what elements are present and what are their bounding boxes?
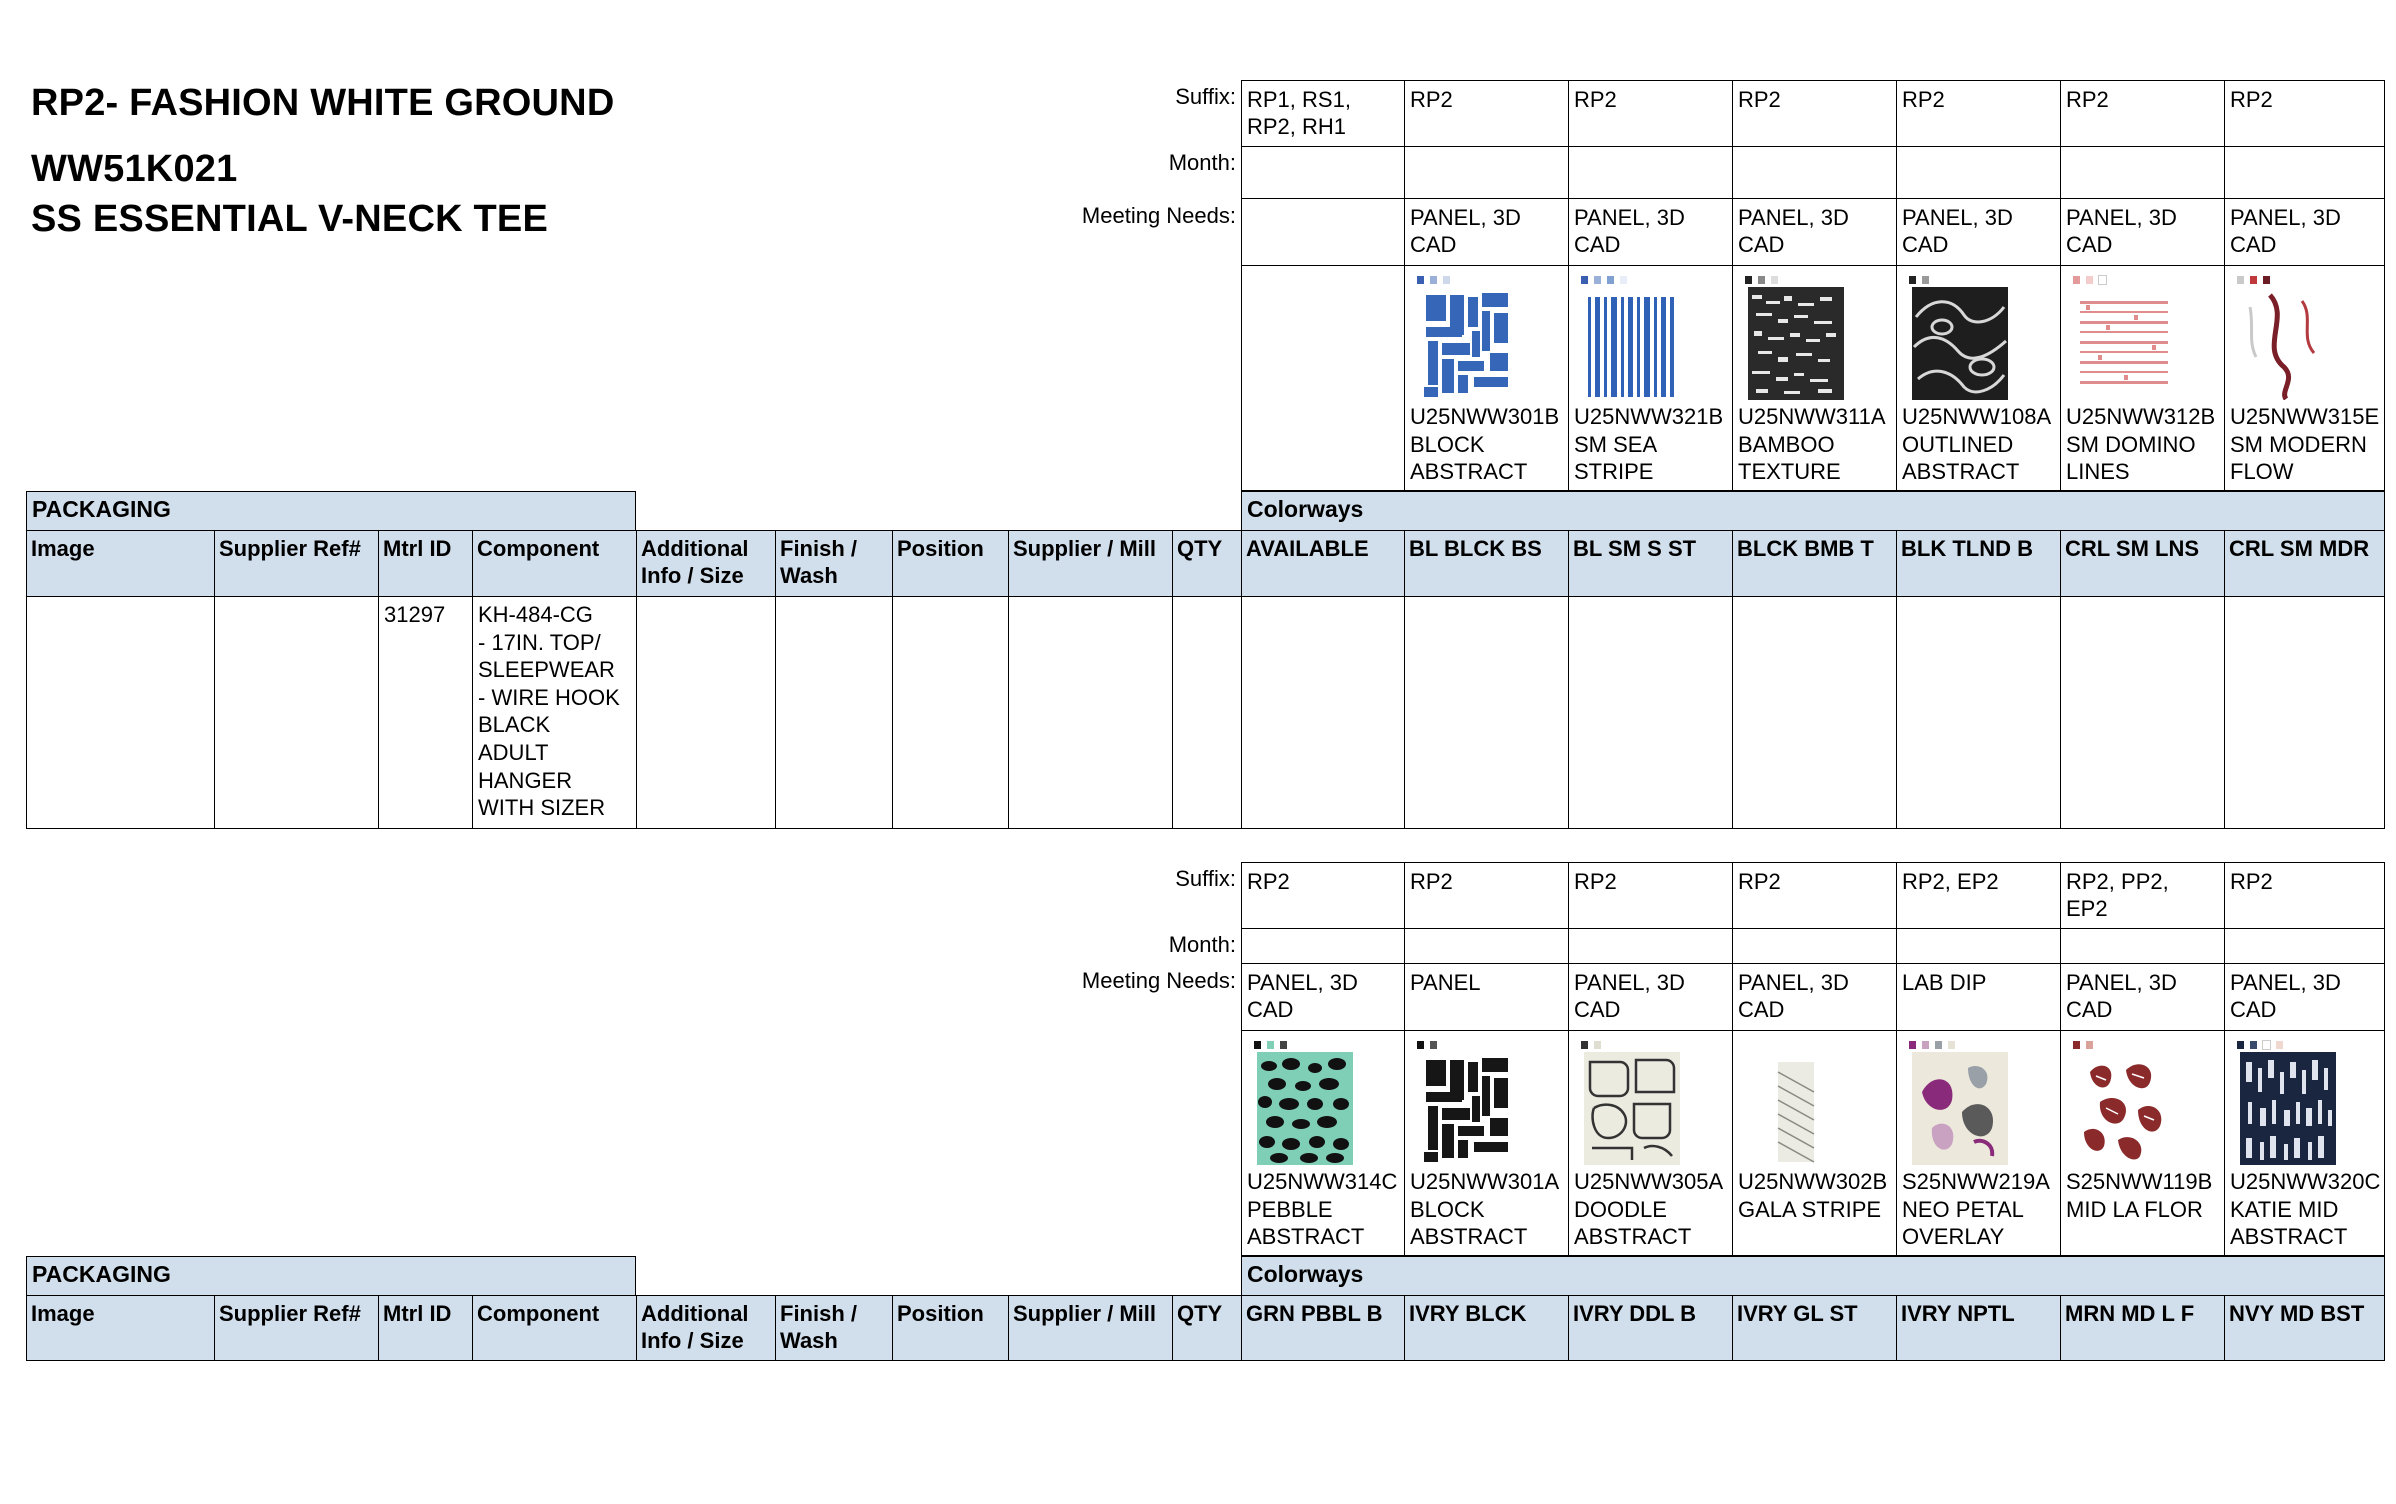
color-chip (1948, 1041, 1955, 1049)
meeting-needs-cell: PANEL, 3D CAD (1732, 963, 1897, 1031)
pattern-cell (1241, 265, 1405, 491)
color-chip (1922, 1041, 1929, 1049)
meeting-needs-cell: PANEL, 3D CAD (1404, 198, 1569, 266)
bamboo-texture-swatch-icon (1748, 287, 1844, 400)
colorway-header: MRN MD L F (2060, 1295, 2225, 1361)
pattern-name: U25NWW108A OUTLINED ABSTRACT (1902, 404, 2052, 484)
pattern-cell (2060, 1030, 2225, 1256)
month-cell (1732, 928, 1897, 964)
color-chip (1607, 276, 1614, 284)
colorway-header: CRL SM MDR (2224, 530, 2385, 597)
pattern-name: U25NWW314C PEBBLE ABSTRACT (1247, 1169, 1398, 1249)
la-flor-swatch-icon (2076, 1052, 2172, 1165)
month-cell (1732, 146, 1897, 199)
block-abstract-black-swatch-icon (1420, 1052, 1516, 1165)
cell-supplier-ref (214, 596, 379, 829)
color-chip (1771, 276, 1778, 284)
colorway-header: GRN PBBL B (1241, 1295, 1405, 1361)
color-chip (2086, 1041, 2093, 1049)
column-header-image: Image (26, 1295, 215, 1361)
meeting-needs-cell: PANEL, 3D CAD (2060, 198, 2225, 266)
month-cell (2060, 146, 2225, 199)
column-header-additional-info: Additional Info / Size (636, 530, 776, 597)
colorway-header: IVRY BLCK (1404, 1295, 1569, 1361)
color-chip (2250, 276, 2257, 284)
color-chip (1280, 1041, 1287, 1049)
page-title: RP2- FASHION WHITE GROUND (31, 82, 615, 124)
month-cell (1241, 146, 1405, 199)
pattern-cell (1896, 265, 2061, 491)
pattern-name: U25NWW311A BAMBOO TEXTURE (1738, 404, 1886, 484)
suffix-cell: RP2 (1404, 80, 1569, 147)
cell-colorway (1732, 596, 1897, 829)
color-chip (1417, 1041, 1424, 1049)
color-chip (2263, 1041, 2270, 1049)
month-cell (1896, 146, 2061, 199)
color-chip (2099, 276, 2106, 284)
color-chip (1430, 1041, 1437, 1049)
month-cell (1568, 928, 1733, 964)
color-chip (2250, 1041, 2257, 1049)
packaging-section-title: PACKAGING (26, 1256, 636, 1296)
meeting-needs-cell: PANEL, 3D CAD (1896, 198, 2061, 266)
colorway-header: BLK TLND B (1896, 530, 2061, 597)
column-header-finish-wash: Finish / Wash (775, 1295, 893, 1361)
month-cell (2224, 928, 2385, 964)
meeting-needs-cell: PANEL (1404, 963, 1569, 1031)
column-header-supplier-mill: Supplier / Mill (1008, 1295, 1173, 1361)
color-chip (1267, 1041, 1274, 1049)
suffix-cell: RP2 (1404, 862, 1569, 929)
cell-finish-wash (775, 596, 893, 829)
pattern-cell (2060, 265, 2225, 491)
pattern-name: S25NWW119B MID LA FLOR (2066, 1169, 2213, 1222)
style-description: SS ESSENTIAL V-NECK TEE (31, 198, 549, 240)
color-chip (1745, 276, 1752, 284)
color-chip (1417, 276, 1424, 284)
pattern-cell (1404, 1030, 1569, 1256)
pattern-name: U25NWW320C KATIE MID ABSTRACT (2230, 1169, 2381, 1249)
column-header-component: Component (472, 530, 637, 597)
pebble-abstract-swatch-icon (1257, 1052, 1353, 1165)
suffix-cell: RP2 (2060, 80, 2225, 147)
column-header-mtrl-id: Mtrl ID (378, 1295, 473, 1361)
month-cell (2060, 928, 2225, 964)
pattern-cell (1241, 1030, 1405, 1256)
meeting-needs-cell: PANEL, 3D CAD (1732, 198, 1897, 266)
month-cell (1568, 146, 1733, 199)
pattern-name: S25NWW219A NEO PETAL OVERLAY (1902, 1169, 2050, 1249)
pattern-cell (1568, 1030, 1733, 1256)
cell-mtrl-id: 31297 (378, 596, 473, 829)
cell-colorway (1241, 596, 1405, 829)
colorway-header: CRL SM LNS (2060, 530, 2225, 597)
colorway-header: NVY MD BST (2224, 1295, 2385, 1361)
pattern-name: U25NWW301B BLOCK ABSTRACT (1410, 404, 1560, 484)
modern-flow-swatch-icon (2240, 287, 2336, 400)
neo-petal-swatch-icon (1912, 1052, 2008, 1165)
column-header-qty: QTY (1172, 1295, 1242, 1361)
pattern-name: U25NWW302B GALA STRIPE (1738, 1169, 1888, 1222)
color-chip (1594, 1041, 1601, 1049)
column-header-qty: QTY (1172, 530, 1242, 597)
suffix-label: Suffix: (1175, 84, 1236, 109)
color-chip (2073, 276, 2080, 284)
color-chip (1922, 276, 1929, 284)
colorway-header: IVRY GL ST (1732, 1295, 1897, 1361)
column-header-mtrl-id: Mtrl ID (378, 530, 473, 597)
gala-stripe-swatch-icon (1748, 1052, 1844, 1165)
column-header-supplier-mill: Supplier / Mill (1008, 530, 1173, 597)
pattern-name: U25NWW321B SM SEA STRIPE (1574, 404, 1724, 484)
pattern-name: U25NWW305A DOODLE ABSTRACT (1574, 1169, 1724, 1249)
block-abstract-blue-swatch-icon (1420, 287, 1516, 400)
cell-image (26, 596, 215, 829)
colorway-header: BL BLCK BS (1404, 530, 1569, 597)
colorway-header: IVRY NPTL (1896, 1295, 2061, 1361)
column-header-additional-info: Additional Info / Size (636, 1295, 776, 1361)
column-header-supplier-ref: Supplier Ref# (214, 530, 379, 597)
cell-qty (1172, 596, 1242, 829)
suffix-cell: RP2, PP2, EP2 (2060, 862, 2225, 929)
month-label: Month: (1168, 932, 1236, 957)
meeting-needs-cell: LAB DIP (1896, 963, 2061, 1031)
color-chip (2263, 276, 2270, 284)
pattern-cell (1568, 265, 1733, 491)
pattern-cell (2224, 1030, 2385, 1256)
meeting-needs-label: Meeting Needs: (1081, 968, 1236, 993)
cell-additional-info (636, 596, 776, 829)
color-chip (1909, 1041, 1916, 1049)
month-cell (1404, 928, 1569, 964)
month-cell (1404, 146, 1569, 199)
packaging-section-title: PACKAGING (26, 491, 636, 531)
style-number: WW51K021 (31, 148, 238, 190)
suffix-label: Suffix: (1175, 866, 1236, 891)
month-cell (2224, 146, 2385, 199)
cell-colorway (2060, 596, 2225, 829)
cell-position (892, 596, 1009, 829)
cell-colorway (1568, 596, 1733, 829)
color-chip (2237, 276, 2244, 284)
meeting-needs-cell (1241, 198, 1405, 266)
pattern-cell (1732, 1030, 1897, 1256)
suffix-cell: RP2, EP2 (1896, 862, 2061, 929)
color-chip (1594, 276, 1601, 284)
month-label: Month: (1168, 150, 1236, 175)
suffix-cell: RP1, RS1, RP2, RH1 (1241, 80, 1405, 147)
column-header-position: Position (892, 1295, 1009, 1361)
sea-stripe-swatch-icon (1584, 287, 1680, 400)
color-chip (1254, 1041, 1261, 1049)
suffix-cell: RP2 (1241, 862, 1405, 929)
colorway-header: AVAILABLE (1241, 530, 1405, 597)
column-header-position: Position (892, 530, 1009, 597)
pattern-name: U25NWW315E SM MODERN FLOW (2230, 404, 2380, 484)
colorways-section-title: Colorways (1241, 1256, 2385, 1296)
colorway-header: BL SM S ST (1568, 530, 1733, 597)
meeting-needs-cell: PANEL, 3D CAD (2060, 963, 2225, 1031)
suffix-cell: RP2 (1732, 80, 1897, 147)
month-cell (1241, 928, 1405, 964)
meeting-needs-cell: PANEL, 3D CAD (2224, 963, 2385, 1031)
cell-colorway (2224, 596, 2385, 829)
pattern-cell (1896, 1030, 2061, 1256)
color-chip (1430, 276, 1437, 284)
pattern-name: U25NWW301A BLOCK ABSTRACT (1410, 1169, 1560, 1249)
pattern-cell (1404, 265, 1569, 491)
colorway-header: IVRY DDL B (1568, 1295, 1733, 1361)
pattern-name: U25NWW312B SM DOMINO LINES (2066, 404, 2216, 484)
suffix-cell: RP2 (1568, 862, 1733, 929)
meeting-needs-cell: PANEL, 3D CAD (1568, 963, 1733, 1031)
katie-abstract-swatch-icon (2240, 1052, 2336, 1165)
outlined-abstract-swatch-icon (1912, 287, 2008, 400)
meeting-needs-cell: PANEL, 3D CAD (2224, 198, 2385, 266)
column-header-finish-wash: Finish / Wash (775, 530, 893, 597)
colorways-section-title: Colorways (1241, 491, 2385, 531)
meeting-needs-cell: PANEL, 3D CAD (1241, 963, 1405, 1031)
color-chip (1581, 276, 1588, 284)
pattern-cell (2224, 265, 2385, 491)
color-chip (1909, 276, 1916, 284)
color-chip (2276, 1041, 2283, 1049)
color-chip (2237, 1041, 2244, 1049)
column-header-component: Component (472, 1295, 637, 1361)
color-chip (1581, 1041, 1588, 1049)
column-header-supplier-ref: Supplier Ref# (214, 1295, 379, 1361)
color-chip (2073, 1041, 2080, 1049)
meeting-needs-cell: PANEL, 3D CAD (1568, 198, 1733, 266)
column-header-image: Image (26, 530, 215, 597)
colorway-header: BLCK BMB T (1732, 530, 1897, 597)
color-chip (1443, 276, 1450, 284)
cell-colorway (1896, 596, 2061, 829)
suffix-cell: RP2 (1568, 80, 1733, 147)
suffix-cell: RP2 (2224, 80, 2385, 147)
doodle-abstract-swatch-icon (1584, 1052, 1680, 1165)
meeting-needs-label: Meeting Needs: (1081, 203, 1236, 228)
cell-colorway (1404, 596, 1569, 829)
suffix-cell: RP2 (1896, 80, 2061, 147)
suffix-cell: RP2 (1732, 862, 1897, 929)
color-chip (2086, 276, 2093, 284)
pattern-cell (1732, 265, 1897, 491)
color-chip (1620, 276, 1627, 284)
month-cell (1896, 928, 2061, 964)
suffix-cell: RP2 (2224, 862, 2385, 929)
color-chip (1758, 276, 1765, 284)
cell-supplier-mill (1008, 596, 1173, 829)
cell-component: KH-484-CG - 17IN. TOP/ SLEEPWEAR - WIRE HOOK BLACK ADULT HANGER WITH SIZER (472, 596, 637, 829)
color-chip (1935, 1041, 1942, 1049)
domino-lines-swatch-icon (2076, 287, 2172, 400)
